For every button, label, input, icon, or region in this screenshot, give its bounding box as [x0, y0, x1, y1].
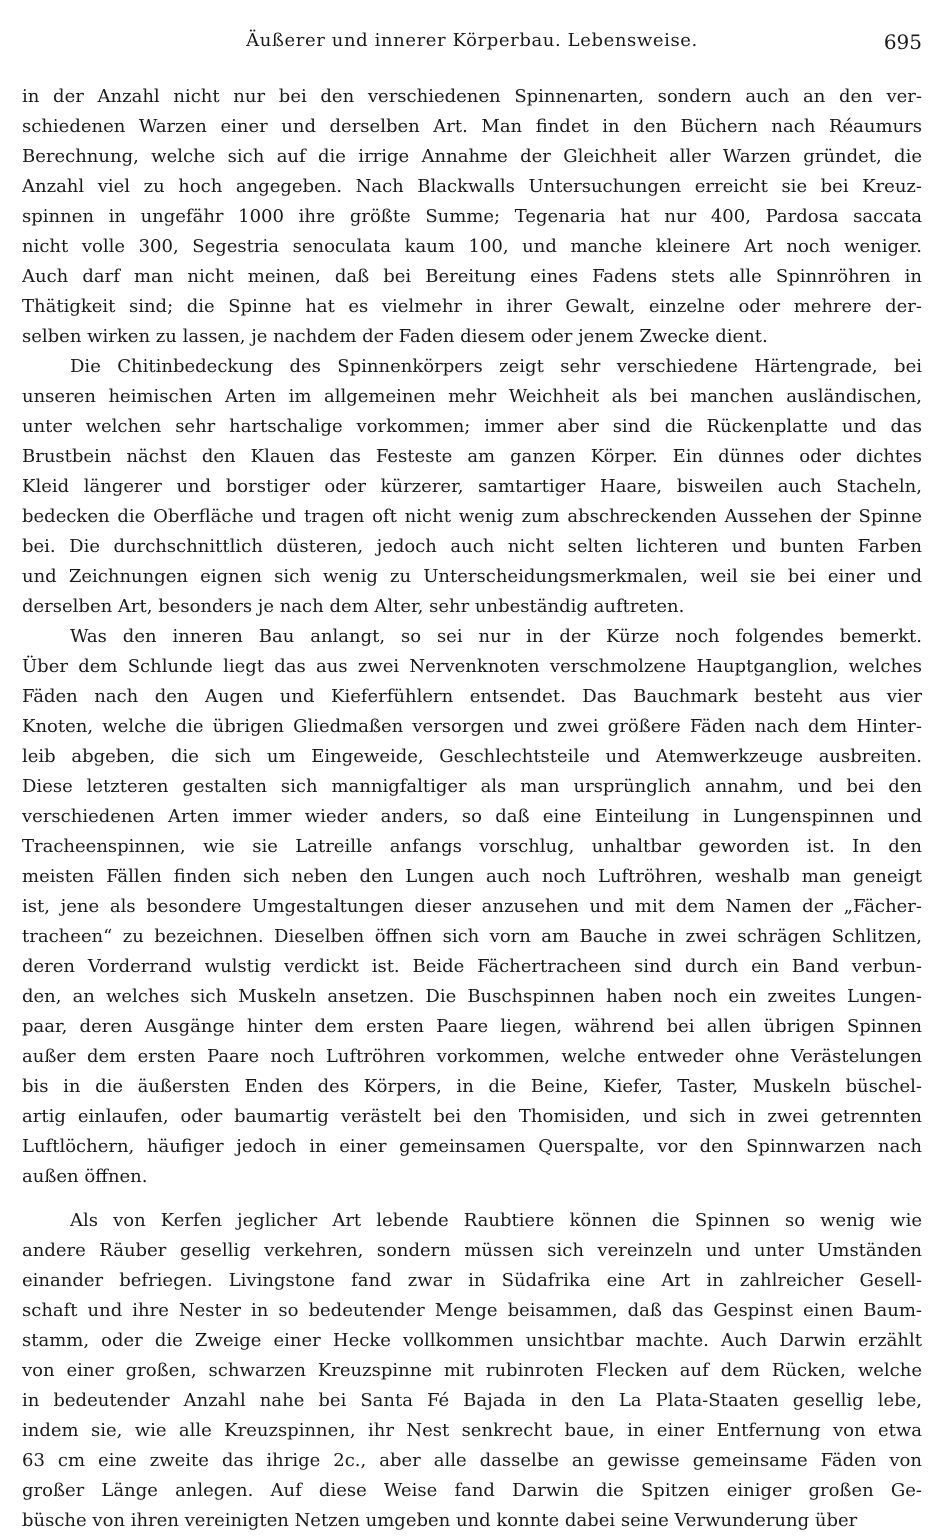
text-line: stamm, oder die Zweige einer Hecke vollkommen unsichtbar machte. Auch Darwin erzählt: [22, 1330, 922, 1351]
text-line: Kleid längerer und borstiger oder kürzerer, samtartiger Haare, bisweilen auch Stacheln,: [22, 476, 922, 497]
text-line: 63 cm eine zweite das ihrige 2c., aber alle dasselbe an gewisse gemeinsame Fäden von: [22, 1450, 922, 1471]
text-line: schaft und ihre Nester in so bedeutender Menge beisammen, daß das Gespinst einen Baum-: [22, 1300, 922, 1321]
text-line: den, an welches sich Muskeln ansetzen. Die Buschspinnen haben noch ein zweites Lungen-: [22, 986, 922, 1007]
text-line: bedecken die Oberfläche und tragen oft nicht wenig zum abschreckenden Aussehen der Spinne: [22, 506, 922, 527]
running-title: Äußerer und innerer Körperbau. Lebensweise.: [246, 30, 698, 51]
paragraph: [22, 622, 922, 1192]
text-line: tracheen“ zu bezeichnen. Dieselben öffnen sich vorn am Bauche in zwei schrägen Schlitzen,: [22, 926, 922, 947]
text-line: Anzahl viel zu hoch angegeben. Nach Blackwalls Untersuchungen erreicht sie bei Kreuz-: [22, 176, 922, 197]
text-line: Thätigkeit sind; die Spinne hat es vielmehr in ihrer Gewalt, einzelne oder mehrere der-: [22, 296, 922, 317]
text-line: paar, deren Ausgänge hinter dem ersten Paare liegen, während bei allen übrigen Spinnen: [22, 1016, 922, 1037]
text-line: unseren heimischen Arten im allgemeinen mehr Weichheit als bei manchen ausländischen,: [22, 386, 922, 407]
text-line: spinnen in ungefähr 1000 ihre größte Summe; Tegenaria hat nur 400, Pardosa saccata: [22, 206, 922, 227]
text-line: Fäden nach den Augen und Kieferfühlern entsendet. Das Bauchmark besteht aus vier: [22, 686, 922, 707]
text-line: bei. Die durchschnittlich düsteren, jedoch auch nicht selten lichteren und bunten Farben: [22, 536, 922, 557]
text-line: büsche von ihren vereinigten Netzen umgeben und konnte dabei seine Verwunderung über: [22, 1510, 858, 1531]
text-line: außer dem ersten Paare noch Luftröhren vorkommen, welche entweder ohne Verästelungen: [22, 1046, 922, 1067]
text-line: großer Länge anlegen. Auf diese Weise fand Darwin die Spitzen einiger großen Ge-: [22, 1480, 922, 1501]
running-head: [22, 30, 922, 60]
text-line: Über dem Schlunde liegt das aus zwei Nervenknoten verschmolzene Hauptganglion, welches: [22, 656, 922, 677]
text-line: Diese letzteren gestalten sich mannigfaltiger als man ursprünglich annahm, und bei den: [22, 776, 922, 797]
text-line: artig einlaufen, oder baumartig verästelt bei den Thomisiden, und sich in zwei getrennten: [22, 1106, 922, 1127]
text-line: andere Räuber gesellig verkehren, sondern müssen sich vereinzeln und unter Umständen: [22, 1240, 922, 1261]
text-line: bis in die äußersten Enden des Körpers, in die Beine, Kiefer, Taster, Muskeln büschel-: [22, 1076, 922, 1097]
text-line: meisten Fällen finden sich neben den Lungen auch noch Luftröhren, weshalb man geneigt: [22, 866, 922, 887]
text-line: Knoten, welche die übrigen Gliedmaßen versorgen und zwei größere Fäden nach dem Hinter-: [22, 716, 922, 737]
text-line: in der Anzahl nicht nur bei den verschiedenen Spinnenarten, sondern auch an den ver-: [22, 86, 922, 107]
text-line: selben wirken zu lassen, je nachdem der Faden diesem oder jenem Zwecke dient.: [22, 326, 768, 347]
paragraph: [22, 352, 922, 622]
text-line: verschiedenen Arten immer wieder anders, so daß eine Einteilung in Lungenspinnen und: [22, 806, 922, 827]
text-line: außen öffnen.: [22, 1166, 148, 1187]
text-line: Berechnung, welche sich auf die irrige Annahme der Gleichheit aller Warzen gründet, die: [22, 146, 922, 167]
text-line: Auch darf man nicht meinen, daß bei Bereitung eines Fadens stets alle Spinnröhren in: [22, 266, 922, 287]
text-line: in bedeutender Anzahl nahe bei Santa Fé Bajada in den La Plata-Staaten gesellig lebe,: [22, 1390, 922, 1411]
body-text: [22, 82, 922, 1536]
text-line: deren Vorderrand wulstig verdickt ist. Beide Fächertracheen sind durch ein Band verbun-: [22, 956, 922, 977]
paragraph: [22, 82, 922, 352]
paragraph-gap: [22, 1192, 922, 1206]
page-number: 695: [883, 30, 922, 54]
text-line: Was den inneren Bau anlangt, so sei nur in der Kürze noch folgendes bemerkt.: [70, 626, 922, 647]
text-line: einander befriegen. Livingstone fand zwar in Südafrika eine Art in zahlreicher Gesell-: [22, 1270, 922, 1291]
text-line: ist, jene als besondere Umgestaltungen dieser anzusehen und mit dem Namen der „Fächer-: [22, 896, 922, 917]
text-line: und Zeichnungen eignen sich wenig zu Unterscheidungsmerkmalen, weil sie bei einer und: [22, 566, 922, 587]
text-line: leib abgeben, die sich um Eingeweide, Geschlechtsteile und Atemwerkzeuge ausbreiten.: [22, 746, 922, 767]
text-line: nicht volle 300, Segestria senoculata kaum 100, und manche kleinere Art noch weniger.: [22, 236, 922, 257]
text-line: Luftlöchern, häufiger jedoch in einer gemeinsamen Querspalte, vor den Spinnwarzen nach: [22, 1136, 922, 1157]
text-line: von einer großen, schwarzen Kreuzspinne mit rubinroten Flecken auf dem Rücken, welche: [22, 1360, 922, 1381]
text-line: Tracheenspinnen, wie sie Latreille anfangs vorschlug, unhaltbar geworden ist. In den: [22, 836, 922, 857]
text-line: schiedenen Warzen einer und derselben Art. Man findet in den Büchern nach Réaumurs: [22, 116, 922, 137]
text-line: Brustbein nächst den Klauen das Festeste am ganzen Körper. Ein dünnes oder dichtes: [22, 446, 922, 467]
paragraph: [22, 1206, 922, 1536]
text-line: Die Chitinbedeckung des Spinnenkörpers zeigt sehr verschiedene Härtengrade, bei: [70, 356, 922, 377]
text-line: indem sie, wie alle Kreuzspinnen, ihr Nest senkrecht baue, in einer Entfernung von etwa: [22, 1420, 922, 1441]
text-line: unter welchen sehr hartschalige vorkommen; immer aber sind die Rückenplatte und das: [22, 416, 922, 437]
text-line: derselben Art, besonders je nach dem Alter, sehr unbeständig auftreten.: [22, 596, 685, 617]
text-line: Als von Kerfen jeglicher Art lebende Raubtiere können die Spinnen so wenig wie: [70, 1210, 922, 1231]
